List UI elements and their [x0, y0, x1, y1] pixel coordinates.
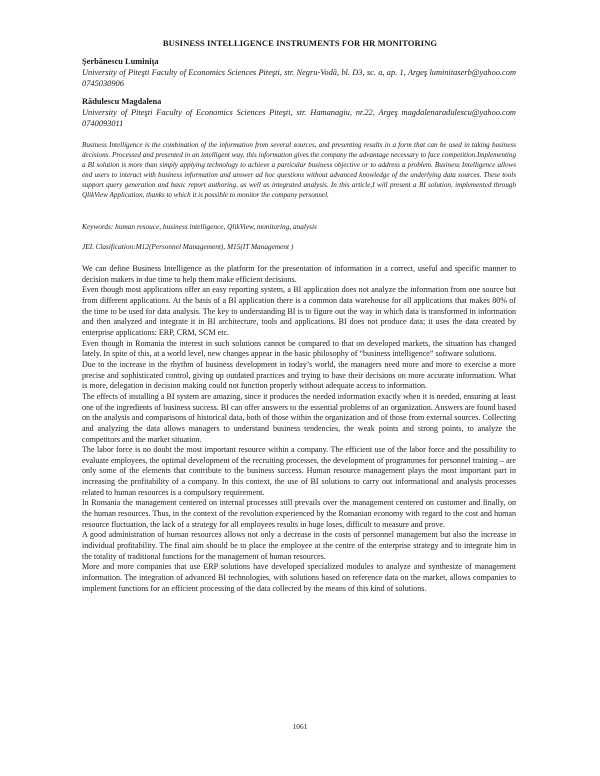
- author-2: [82, 96, 516, 129]
- paragraph: Due to the increase in the rhythm of business development in today’s world, the managers need more and more to exercise a more precise and sophisticated control, giving up outdated practices and trying to base their decisions on more accurate information. What is more, delegation in decision making could not function properly without adequate access to information.: [82, 359, 516, 391]
- paragraph: Even though most applications offer an easy reporting system, a BI application does not analyze the information from one source but from different applications. At the basis of a BI application there is a common data warehouse for all applications that makes 80% of the time to be used for data analysis. The key to understanding BI is to figure out the way in which data is transformed in information and then analyzed and integrate it in BI architecture, tools and applications. BI does not produce data; it uses the data created by enterprise applications: ERP, CRM, SCM etc.: [82, 285, 516, 337]
- author-affiliation: University of Piteşti Faculty of Economics Sciences Piteşti, str. Negru-Vodă, bl. D3, sc. a, ap. 1, Argeş luminitaserb@yahoo.com 0745030906: [82, 68, 516, 88]
- abstract: Business Intelligence is the combination of the information from several sources, and presenting results in a form that can be used in taking business decisions. Processed and presented in an intelligent way, this information gives the company the advantage necessary to face competition.Implementing a BI solution is more than simply applying technology to achieve a particular business objective or to address a problem. Business Intelligence allows end users to interact with business information and answer ad hoc questions without advanced knowledge of the underlying data sources. These tools support query generation and basic report authoring, as well as integrated analysis. In this article,I will present a BI solution, implemented through QlikView Application, thanks to which it is possible to monitor the company personnel.: [82, 141, 516, 199]
- paragraph: We can define Business Intelligence as the platform for the presentation of information in a correct, useful and specific manner to decision makers in due time to help them make efficient decisions.: [82, 264, 516, 284]
- paragraph: More and more companies that use ERP solutions have developed specialized modules to analyze and synthesize of management information. The integration of advanced BI technologies, with solutions based on reference data on the market, allows companies to implement functions for an efficient processing of the data collected by the means of this kind of solutions.: [82, 562, 516, 593]
- author-1: [82, 56, 516, 89]
- jel-classification: JEL Clasification:M12(Personnel Management), M15(IT Management ): [82, 242, 294, 251]
- paragraph: The effects of installing a BI system are amazing, since it produces the needed information exactly when it is needed, ensuring at least one of the ingredients of business success. BI can offer answers to the essential problems of an organization. Answers are found based on the analysis and comparisons of historical data, both of those within the organization and of those from external sources. Collecting and analyzing the data allows managers to understand business tendencies, the weak points and strong points, to analyze the competitors and the market situation.: [82, 391, 516, 444]
- author-name: Şerbănescu Luminiţa: [82, 57, 159, 66]
- page-number: 1061: [292, 722, 308, 731]
- paper-title: BUSINESS INTELLIGENCE INSTRUMENTS FOR HR MONITORING: [162, 38, 438, 48]
- author-affiliation: University of Piteşti Faculty of Economics Sciences Piteşti, str. Hamanagiu, nr.22, Argeş magdalenaradulescu@yahoo.com 0740093011: [82, 108, 516, 128]
- paragraph: Even though in Romania the interest in such solutions cannot be compared to that on developed markets, the situation has changed lately. In spite of this, at a world level, new changes appear in the basic philosophy of “business intelligence” software solutions.: [82, 338, 516, 359]
- paragraph: In Romania the management centered on internal processes still prevails over the management centered on customer and finally, on the human resources. Thus, in the context of the revolution experienced by the Romanian economy with regard to the cost and human resource fluctuation, the lack of a strategy for all employees results in huge loses, difficult to measure and prove.: [82, 498, 516, 529]
- paragraph: A good administration of human resources allows not only a decrease in the costs of personnel management but also the increase in individual profitability. The final aim should be to place the employee at the centre of the enterprise strategy and to integrate him in the totality of traditional functions for the management of human resources.: [82, 530, 516, 561]
- paragraph: The labor force is no doubt the most important resource within a company. The efficient use of the labor force and the possibility to evaluate employees, the optimal development of the recruiting processes, the development of programmes for personnel training – are only some of the elements that contribute to the business success. Human resource management plays the most important part in increasing the profitability of a company. In this context, the use of BI solutions to carry out informational and analysis processes related to human resources is a compulsory requirement.: [82, 445, 516, 497]
- keywords: Keywords: human resouce, business intelligence, QlikView, monitoring, analysis: [82, 222, 317, 231]
- body-text: [82, 264, 516, 594]
- author-name: Rădulescu Magdalena: [82, 97, 162, 106]
